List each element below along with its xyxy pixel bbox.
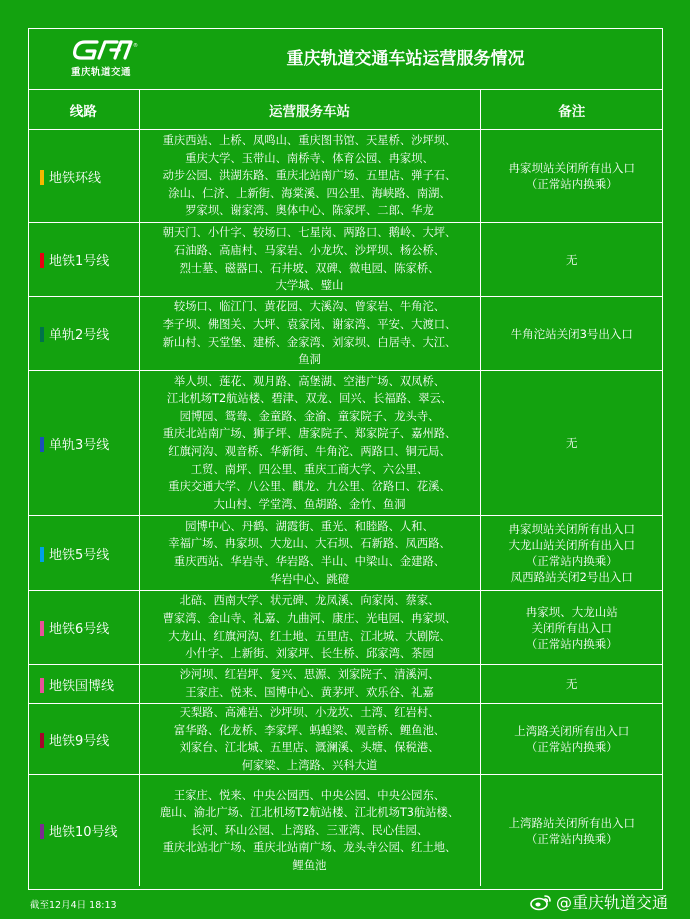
column-header-stations: 运营服务车站 xyxy=(139,90,480,130)
stations-cell xyxy=(139,704,480,775)
table-row xyxy=(28,591,663,665)
line-cell xyxy=(28,775,139,886)
station-line: 大学城、璧山 xyxy=(275,279,344,293)
station-line: 沙河坝、红岩坪、复兴、思源、刘家院子、清溪河、 xyxy=(179,668,440,682)
weibo-watermark xyxy=(530,890,668,913)
note-cell xyxy=(480,130,663,223)
station-line: 重庆大学、玉带山、南桥寺、体育公园、冉家坝、 xyxy=(185,151,434,165)
station-line: 李子坝、佛图关、大坪、袁家岗、谢家湾、平安、大渡口、 xyxy=(162,317,457,331)
line-name: 地铁10号线 xyxy=(49,825,118,841)
note-line: 关闭所有出入口 xyxy=(531,620,612,635)
station-line: 鹿山、渝北广场、江北机场T2航站楼、江北机场T3航站楼、 xyxy=(159,806,460,820)
note-line: 无 xyxy=(566,436,578,450)
note-cell xyxy=(480,297,663,371)
line-color-swatch xyxy=(40,253,44,268)
line-cell xyxy=(28,516,139,591)
line-cell xyxy=(28,130,139,223)
note-line: 牛角沱站关闭3号出入口 xyxy=(510,326,633,341)
note-line: 冉家坝、大龙山站 xyxy=(525,604,618,619)
weibo-handle: @重庆轨道交通 xyxy=(556,893,669,912)
station-line: 朝天门、小什字、较场口、七星岗、两路口、鹅岭、大坪、 xyxy=(162,226,457,240)
station-line: 重庆西站、华岩寺、华岩路、半山、中梁山、金建路、 xyxy=(173,555,446,568)
weibo-icon xyxy=(530,893,552,911)
note-line: （正常站内换乘） xyxy=(525,177,618,191)
station-line: 石油路、高庙村、马家岩、小龙坎、沙坪坝、杨公桥、 xyxy=(173,243,446,257)
line-name: 地铁环线 xyxy=(49,170,102,186)
station-line: 罗家坝、谢家湾、奥体中心、陈家坪、二郎、华龙 xyxy=(185,204,434,218)
note-line: 上湾路站关闭所有出入口 xyxy=(508,815,635,830)
station-line: 烈士墓、磁器口、石井坡、双碑、微电园、陈家桥、 xyxy=(179,261,440,275)
line-name: 地铁9号线 xyxy=(49,733,110,749)
note-line: 冉家坝站关闭所有出入口 xyxy=(508,522,635,536)
table-row xyxy=(28,775,663,886)
station-line: 重庆北站南广场、狮子坪、唐家院子、郑家院子、嘉州路、 xyxy=(162,427,457,441)
stations-cell xyxy=(139,775,480,886)
line-name: 地铁国博线 xyxy=(49,678,115,694)
stations-cell xyxy=(139,665,480,704)
note-line: （正常站内换乘） xyxy=(525,554,618,568)
line-cell xyxy=(28,591,139,665)
table-row xyxy=(28,665,663,704)
station-line: 长河、环山公园、上湾路、三亚湾、民心佳园、 xyxy=(190,823,429,837)
table-row xyxy=(28,130,663,223)
line-color-swatch xyxy=(40,678,44,693)
note-line: （正常站内换乘） xyxy=(525,636,618,651)
line-color-swatch xyxy=(40,170,44,185)
station-line: 较场口、临江门、黄花园、大溪沟、曾家岩、牛角沱、 xyxy=(173,300,446,314)
cqrt-logo-icon xyxy=(55,38,147,64)
station-line: 动步公园、洪湖东路、重庆北站南广场、五里店、弹子石、 xyxy=(162,169,457,183)
station-line: 举人坝、莲花、观月路、高堡湖、空港广场、双凤桥、 xyxy=(173,374,446,388)
line-color-swatch xyxy=(40,327,44,342)
note-line: 无 xyxy=(566,677,578,691)
line-cell xyxy=(28,371,139,516)
station-line: 重庆交通大学、八公里、麒龙、九公里、岔路口、花溪、 xyxy=(168,480,451,494)
station-line: 小什字、上新街、刘家坪、长生桥、邱家湾、茶园 xyxy=(185,647,434,661)
note-line: 无 xyxy=(566,252,578,267)
station-line: 大龙山、红旗河沟、红土地、五里店、江北城、大剧院、 xyxy=(168,629,451,643)
column-header-notes: 备注 xyxy=(480,90,663,130)
column-header-line: 线路 xyxy=(28,90,139,130)
station-line: 王家庄、悦来、中央公园西、中央公园、中央公园东、 xyxy=(173,788,446,802)
table-header-row xyxy=(28,90,663,130)
station-line: 江北机场T2航站楼、碧津、双龙、回兴、长福路、翠云、 xyxy=(166,392,453,406)
note-cell xyxy=(480,223,663,297)
station-line: 曹家湾、金山寺、礼嘉、九曲河、康庄、光电园、冉家坝、 xyxy=(162,611,457,625)
stations-cell xyxy=(139,591,480,665)
line-name: 地铁6号线 xyxy=(49,622,110,637)
station-line: 重庆西站、上桥、凤鸣山、重庆图书馆、天星桥、沙坪坝、 xyxy=(162,134,457,148)
station-line: 鱼洞 xyxy=(298,353,321,367)
station-line: 天梨路、高滩岩、沙坪坝、小龙坎、土湾、红岩村、 xyxy=(179,706,440,719)
line-color-swatch xyxy=(40,824,44,839)
table-row xyxy=(28,223,663,297)
line-name: 单轨3号线 xyxy=(49,437,110,453)
station-line: 新山村、天堂堡、建桥、金家湾、刘家坝、白居寺、大江、 xyxy=(162,335,457,349)
stations-cell xyxy=(139,297,480,371)
station-line: 幸福广场、冉家坝、大龙山、大石坝、石新路、凤西路、 xyxy=(168,537,451,551)
update-timestamp: 截至12月4日 18:13 xyxy=(30,900,117,911)
stations-cell xyxy=(139,130,480,223)
stations-cell xyxy=(139,371,480,516)
note-cell xyxy=(480,516,663,591)
line-name: 地铁1号线 xyxy=(49,254,110,269)
station-line: 工贸、南坪、四公里、重庆工商大学、六公里、 xyxy=(190,462,429,476)
svg-text:®: ® xyxy=(133,43,138,49)
station-line: 红旗河沟、观音桥、华新街、牛角沱、两路口、铜元局、 xyxy=(168,445,451,458)
service-table xyxy=(28,90,663,886)
line-color-swatch xyxy=(40,437,44,452)
table-row xyxy=(28,516,663,591)
line-cell xyxy=(28,223,139,297)
cqrt-logo xyxy=(55,38,147,82)
station-line: 鲤鱼池 xyxy=(292,859,327,873)
line-color-swatch xyxy=(40,547,44,562)
table-row xyxy=(28,371,663,516)
note-cell xyxy=(480,775,663,886)
line-color-swatch xyxy=(40,733,44,748)
note-line: 上湾路关闭所有出入口 xyxy=(514,724,630,739)
station-line: 富华路、化龙桥、李家坪、蚂蝗梁、观音桥、鲤鱼池、 xyxy=(173,723,446,737)
line-name: 地铁5号线 xyxy=(49,547,110,563)
line-color-swatch xyxy=(40,621,44,636)
station-line: 刘家台、江北城、五里店、溉澜溪、头塘、保税港、 xyxy=(179,741,440,755)
note-cell xyxy=(480,591,663,665)
note-line: （正常站内换乘） xyxy=(525,831,618,846)
line-cell xyxy=(28,297,139,371)
line-cell xyxy=(28,704,139,775)
logo-text: 重庆轨道交通 xyxy=(70,67,131,78)
station-line: 园博园、鸳鸯、金童路、金渝、童家院子、龙头寺、 xyxy=(179,409,440,423)
station-line: 北碚、西南大学、状元碑、龙凤溪、向家岗、蔡家、 xyxy=(179,594,440,608)
table-row xyxy=(28,704,663,775)
note-line: 凤西路站关闭2号出入口 xyxy=(510,570,633,584)
station-line: 大山村、学堂湾、鱼胡路、金竹、鱼洞 xyxy=(213,497,406,511)
note-line: 冉家坝站关闭所有出入口 xyxy=(508,161,635,175)
stations-cell xyxy=(139,223,480,297)
note-cell xyxy=(480,371,663,516)
page-title: 重庆轨道交通车站运营服务情况 xyxy=(286,49,525,69)
station-line: 何家梁、上湾路、兴科大道 xyxy=(241,758,378,772)
station-line: 王家庄、悦来、国博中心、黄茅坪、欢乐谷、礼嘉 xyxy=(185,686,434,699)
header xyxy=(28,28,663,90)
station-line: 涂山、仁济、上新街、海棠溪、四公里、海峡路、南湖、 xyxy=(168,186,451,200)
note-cell xyxy=(480,704,663,775)
line-name: 单轨2号线 xyxy=(49,328,110,343)
note-cell xyxy=(480,665,663,704)
stations-cell xyxy=(139,516,480,591)
table-row xyxy=(28,297,663,371)
station-line: 重庆北站北广场、重庆北站南广场、龙头寺公园、红土地、 xyxy=(162,841,457,855)
station-line: 园博中心、丹鹤、湖霞街、重光、和睦路、人和、 xyxy=(185,519,434,533)
note-line: 大龙山站关闭所有出入口 xyxy=(508,538,635,552)
station-line: 华岩中心、跳磴 xyxy=(269,572,350,586)
line-cell xyxy=(28,665,139,704)
note-line: （正常站内换乘） xyxy=(525,740,618,755)
